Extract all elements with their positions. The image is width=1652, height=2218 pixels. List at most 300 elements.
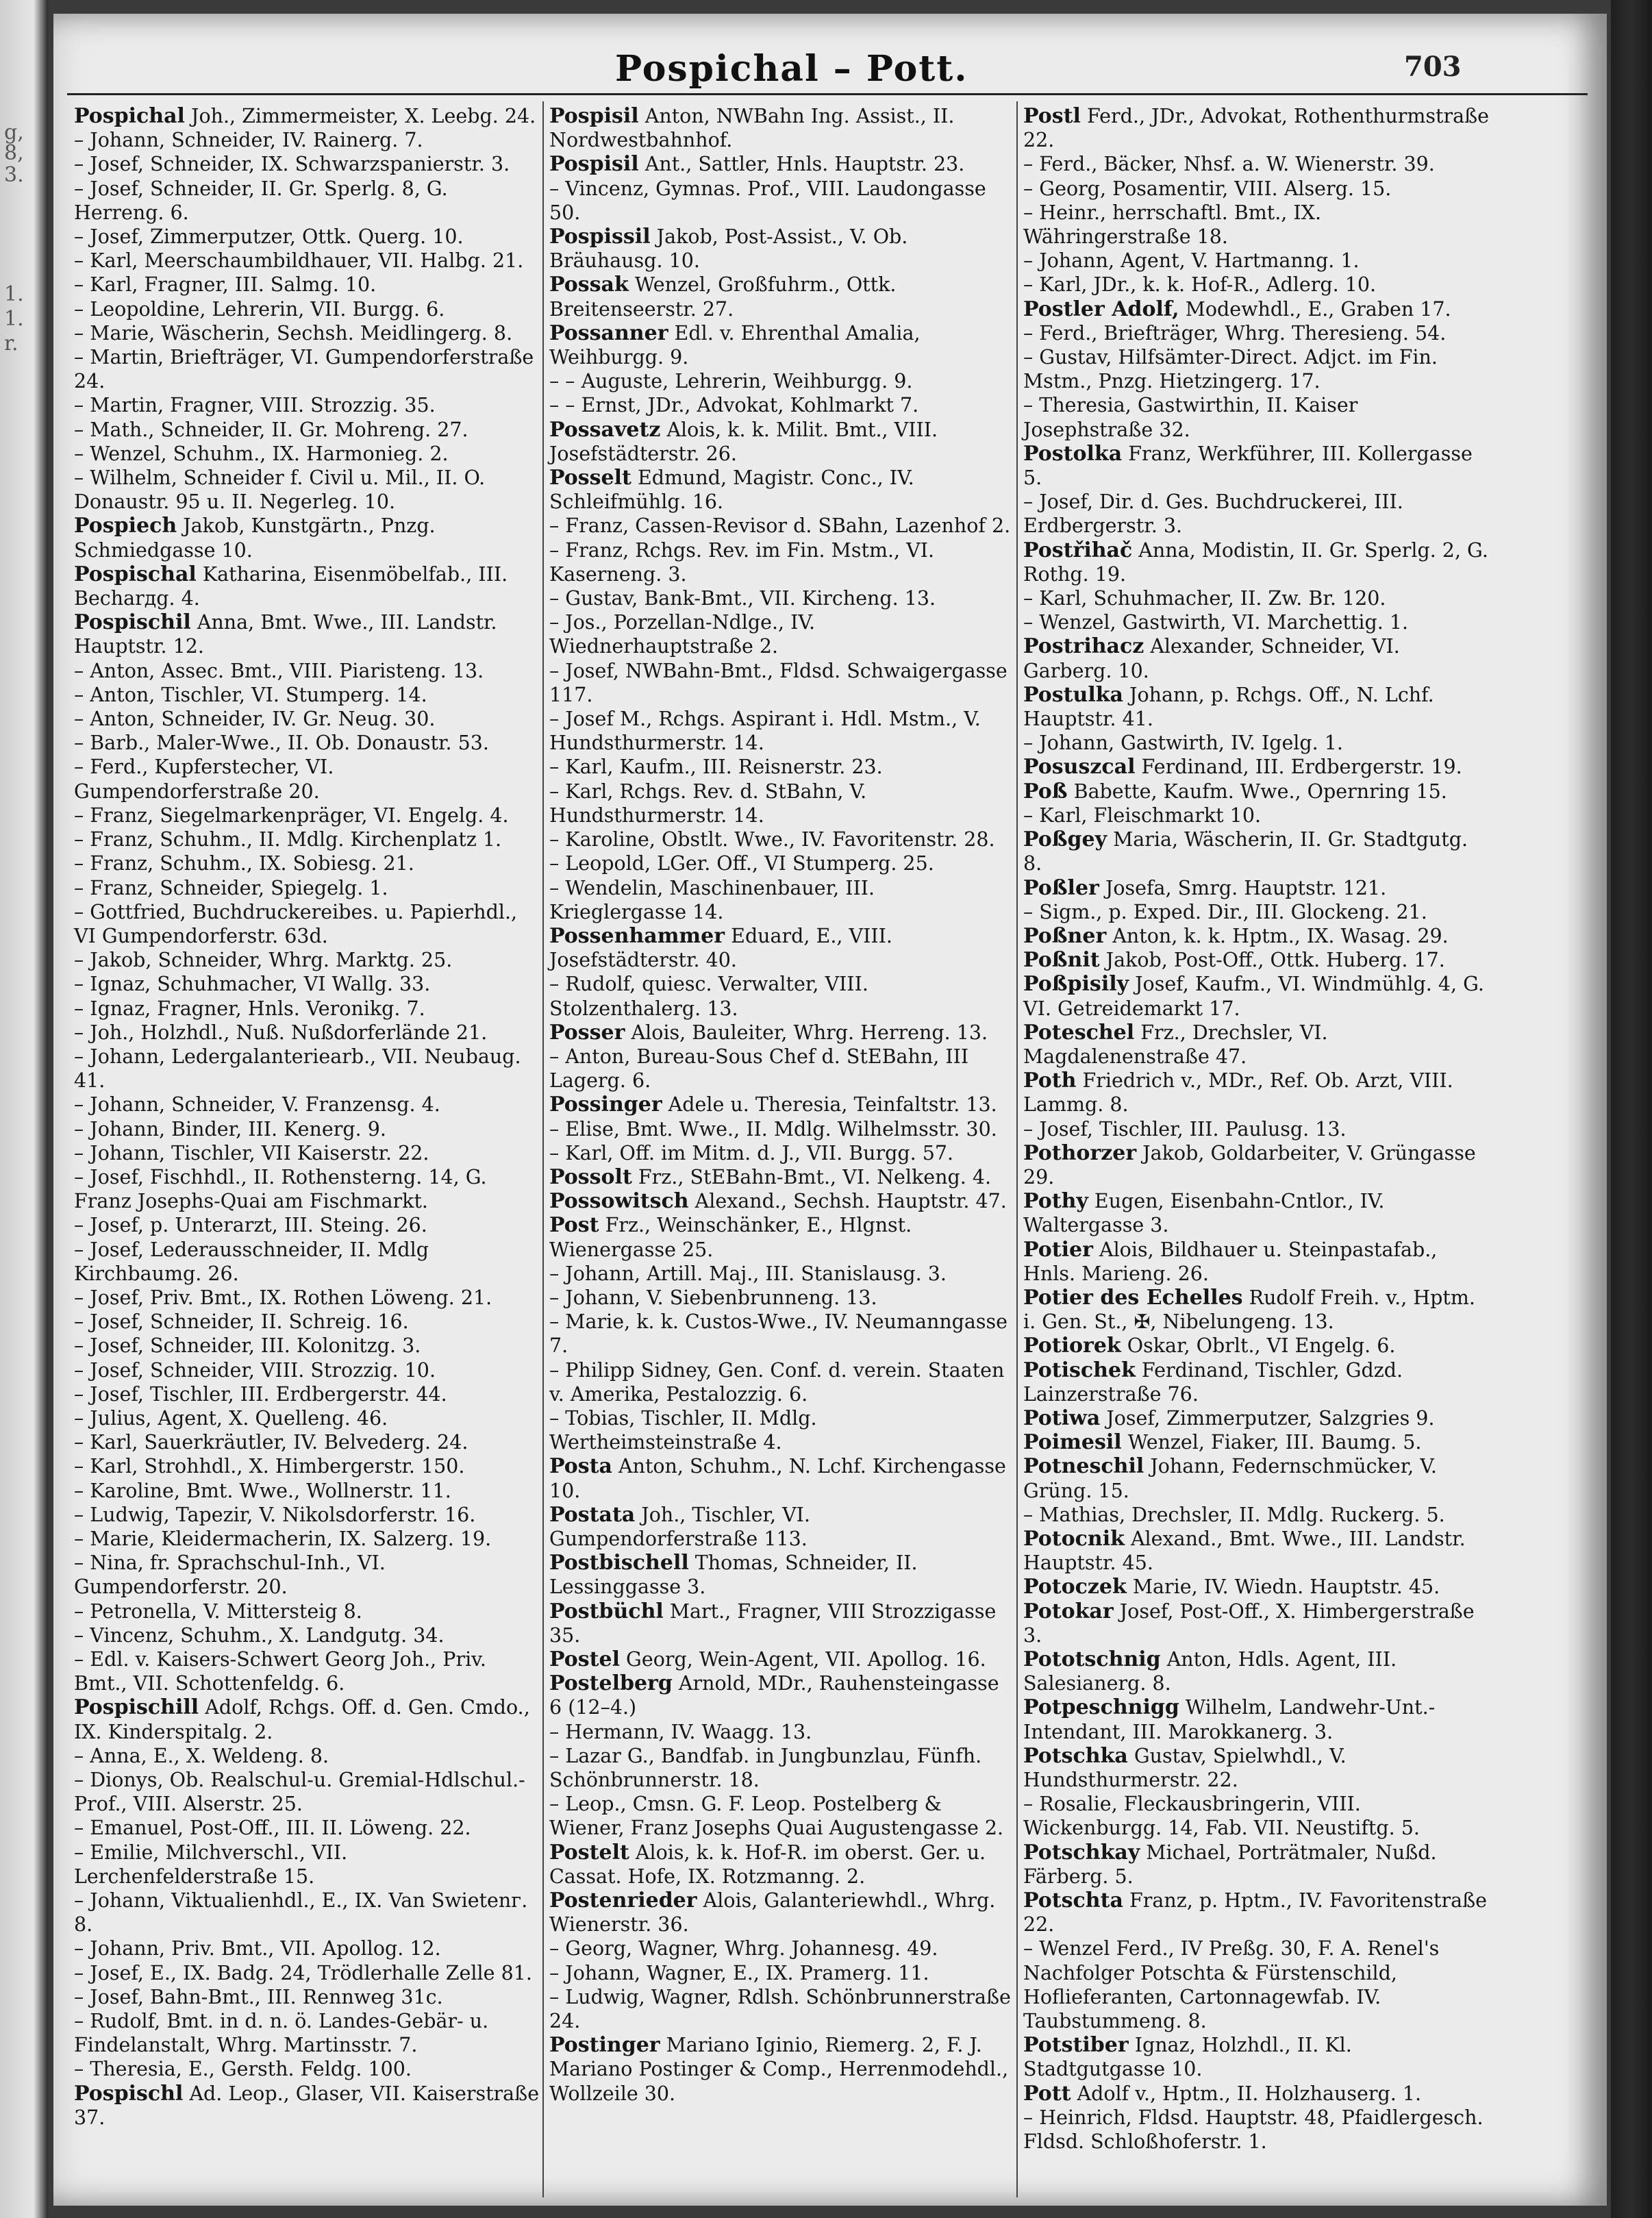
entry-details: Ignaz, Holzhdl., II. Kl. Stadtgutgasse 10. [1023, 2034, 1352, 2081]
entry-details: Georg, Wein-Agent, VII. Apollog. 16. [620, 1648, 986, 1671]
entry-details: – Rosalie, Fleckausbringerin, VIII. Wickenburgg. 14, Fab. VII. Neustiftg. 5. [1023, 1793, 1420, 1840]
entry-details: Rudolf Freih. v., Hptm. i. Gen. St., ✠, Nibelungeng. 13. [1023, 1286, 1475, 1334]
entry-surname: Posta [549, 1454, 612, 1479]
directory-entry [549, 514, 1015, 538]
directory-entry [74, 683, 540, 707]
directory-entry [549, 538, 1015, 586]
directory-entry [1023, 876, 1489, 900]
entry-details: – Anna, E., X. Weldeng. 8. [74, 1744, 329, 1767]
entry-details: Alois, k. k. Hof-R. im oberst. Ger. u. Cassat. Hofe, IX. Rotzmanng. 2. [549, 1841, 986, 1888]
directory-entry [1023, 177, 1489, 201]
entry-surname: Potpeschnigg [1023, 1695, 1179, 1720]
entry-details: – Josef, Schneider, III. Kolonitzg. 3. [74, 1334, 421, 1358]
entry-details: – Georg, Posamentir, VIII. Alserg. 15. [1023, 177, 1392, 200]
entry-details: – Franz, Cassen-Revisor d. SBahn, Lazenhof 2. [549, 514, 1011, 538]
entry-details: – Lazar G., Bandfab. in Jungbunzlau, Fünfh. Schönbrunnerstr. 18. [549, 1744, 982, 1792]
directory-entry [74, 393, 540, 417]
directory-entry [549, 1117, 1015, 1141]
entry-details: – Johann, Artill. Maj., III. Stanislausg. 3. [549, 1262, 947, 1285]
entry-details: – Josef, Lederausschneider, II. Mdlg Kirchbaumg. 26. [74, 1238, 429, 1285]
entry-details: – Josef, p. Unterarzt, III. Steing. 26. [74, 1214, 427, 1237]
entry-details: – Franz, Schneider, Spiegelg. 1. [74, 876, 388, 899]
directory-entry [74, 1889, 540, 1936]
entry-details: Alois, Galanteriewhdl., Whrg. Wienerstr. 36. [549, 1889, 996, 1936]
entry-details: – Hermann, IV. Waagg. 13. [549, 1720, 812, 1743]
directory-entry [549, 393, 1015, 417]
entry-details: Jakob, Post-Assist., V. Ob. Bräuhausg. 10. [549, 225, 908, 273]
entry-surname: Pototschnig [1023, 1647, 1161, 1671]
directory-entry [1023, 1647, 1489, 1695]
directory-entry [1023, 538, 1489, 586]
directory-entry [549, 876, 1015, 924]
directory-entry [549, 1189, 1015, 1213]
entry-surname: Poimesil [1023, 1430, 1122, 1455]
directory-entry [74, 1454, 540, 1478]
entry-surname: Postolka [1023, 441, 1123, 466]
entry-details: – Anton, Schneider, IV. Gr. Neug. 30. [74, 708, 436, 731]
directory-entry [74, 1334, 540, 1358]
entry-details: – Josef, Tischler, III. Erdbergerstr. 44. [74, 1382, 447, 1406]
entry-details: – Rudolf, quiesc. Verwalter, VIII. Stolzenthalerg. 13. [549, 973, 868, 1020]
column-divider [1016, 101, 1018, 2197]
directory-entry [549, 755, 1015, 779]
entry-details: – Leopold, LGer. Off., VI Stumperg. 25. [549, 852, 934, 875]
entry-surname: Postinger [549, 2033, 660, 2058]
entry-details: – Franz, Siegelmarkenpräger, VI. Engelg. 4. [74, 803, 509, 827]
directory-entry [549, 1889, 1015, 1936]
directory-entry [549, 1310, 1015, 1358]
entry-surname: Potiwa [1023, 1406, 1101, 1430]
directory-entry [549, 1599, 1015, 1647]
directory-entry [74, 1647, 540, 1695]
directory-entry [549, 1021, 1015, 1045]
entry-details: – Georg, Wagner, Whrg. Johannesg. 49. [549, 1937, 938, 1960]
page-binding-edge [1611, 0, 1652, 2218]
directory-entry [74, 2082, 540, 2130]
entry-details: – Martin, Briefträger, VI. Gumpendorferstraße 24. [74, 346, 534, 393]
entry-details: Josef, Kaufm., VI. Windmühlg. 4, G. VI. Getreidemarkt 17. [1023, 973, 1484, 1020]
directory-entry [74, 1841, 540, 1889]
entry-surname: Potneschil [1023, 1454, 1144, 1479]
entry-surname: Poth [1023, 1069, 1077, 1093]
directory-entry [74, 321, 540, 345]
directory-entry [549, 780, 1015, 827]
entry-surname: Post [549, 1213, 599, 1238]
directory-entry [1023, 1286, 1489, 1334]
directory-entry [1023, 1069, 1489, 1117]
entry-details: Anton, NWBahn Ing. Assist., II. Nordwestbahnhof. [549, 105, 955, 152]
prev-page-fragment: 8, [4, 141, 24, 165]
entry-details: Franz, Werkführer, III. Kollergasse 5. [1023, 442, 1473, 490]
directory-entry [74, 1695, 540, 1743]
previous-page-edge [0, 0, 48, 2218]
entry-details: Frz., Drechsler, VI. Magdalenenstraße 47. [1023, 1021, 1328, 1068]
directory-entry [549, 851, 1015, 875]
directory-entry [1023, 948, 1489, 972]
directory-entry [74, 104, 540, 128]
entry-surname: Possanner [549, 321, 668, 345]
entry-details: – Theresia, Gastwirthin, II. Kaiser Josephstraße 32. [1023, 394, 1358, 441]
directory-entry [74, 1623, 540, 1647]
directory-entry [1023, 586, 1489, 610]
entry-details: – Wenzel Ferd., IV Preßg. 30, F. A. Renel's Nachfolger Potschta & Fürstenschild, Hoflieferanten, Cartonnagewfab. IV. Taubstummeng. 8. [1023, 1937, 1440, 2033]
directory-entry [74, 1117, 540, 1141]
entry-details: – Leopoldine, Lehrerin, VII. Burgg. 6. [74, 297, 445, 321]
entry-details: Anton, k. k. Hptm., IX. Wasag. 29. [1106, 924, 1449, 947]
directory-entry [74, 1093, 540, 1117]
entry-details: Johann, Federnschmücker, V. Grüng. 15. [1023, 1455, 1437, 1502]
entry-surname: Potocnik [1023, 1526, 1125, 1551]
directory-entry [549, 1671, 1015, 1719]
directory-entry [74, 273, 540, 297]
directory-entry [549, 707, 1015, 755]
directory-entry [74, 152, 540, 176]
directory-entry [549, 2033, 1015, 2106]
directory-entry [1023, 1189, 1489, 1237]
entry-surname: Possolt [549, 1164, 632, 1189]
entry-surname: Pospissil [549, 225, 651, 249]
entry-details: Gustav, Spielwhdl., V. Hundsthurmerstr. 22. [1023, 1744, 1347, 1792]
directory-entry [1023, 900, 1489, 924]
entry-surname: Postenrieder [549, 1889, 697, 1913]
entry-surname: Posselt [549, 466, 631, 490]
entry-details: Alois, k. k. Milit. Bmt., VIII. Josefstädterstr. 26. [549, 418, 938, 465]
directory-entry [74, 948, 540, 972]
entry-details: – Karl, Kaufm., III. Reisnerstr. 23. [549, 756, 883, 779]
directory-entry [1023, 1406, 1489, 1430]
directory-entry [1023, 1695, 1489, 1743]
directory-entry [1023, 1841, 1489, 1889]
directory-entry [74, 1744, 540, 1768]
directory-entry [1023, 1021, 1489, 1069]
directory-entry [1023, 1936, 1489, 2033]
entry-details: – Karl, Sauerkräutler, IV. Belvederg. 24. [74, 1431, 468, 1454]
directory-entry [549, 1985, 1015, 2033]
page-number: 703 [1404, 51, 1462, 83]
directory-entry [1023, 2106, 1489, 2154]
prev-page-fragment: 3. [4, 163, 24, 187]
entry-details: – Josef, Schneider, IX. Schwarzspanierstr. 3. [74, 153, 510, 176]
entry-surname: Potiorek [1023, 1334, 1121, 1358]
entry-surname: Postřihač [1023, 538, 1133, 562]
directory-entry [1023, 972, 1489, 1020]
entry-details: – Johann, Schneider, V. Franzensg. 4. [74, 1093, 440, 1117]
entry-details: Mariano Iginio, Riemerg. 2, F. J. Mariano Postinger & Comp., Herrenmodehdl., Wollzeile 30. [549, 2034, 1009, 2105]
entry-details: Thomas, Schneider, II. Lessinggasse 3. [549, 1552, 918, 1599]
directory-entry [549, 1093, 1015, 1117]
directory-entry [74, 1503, 540, 1527]
entry-details: Adolf, Rchgs. Off. d. Gen. Cmdo., IX. Kinderspitalg. 2. [74, 1696, 530, 1743]
directory-entry [549, 321, 1015, 369]
entry-details: – Johann, Viktualienhdl., E., IX. Van Swietenг. 8. [74, 1889, 528, 1936]
entry-details: – Gottfried, Buchdruckereibes. u. Papierhdl., VI Gumpendorferstr. 63d. [74, 900, 518, 947]
entry-details: – Karl, Schuhmacher, II. Zw. Br. 120. [1023, 587, 1386, 610]
entry-surname: Poteschel [1023, 1020, 1135, 1045]
entry-details: – Ferd., Kupferstecher, VI. Gumpendorferstraße 20. [74, 756, 334, 803]
directory-entry [549, 177, 1015, 225]
entry-surname: Poßner [1023, 923, 1107, 948]
entry-details: – Mathias, Drechsler, II. Mdlg. Ruckerg. 5. [1023, 1503, 1445, 1526]
directory-entry [74, 1286, 540, 1310]
entry-surname: Poßpisily [1023, 972, 1129, 997]
entry-details: – Dionys, Ob. Realschul-u. Gremial-Hdlschul.-Prof., VIII. Alserstr. 25. [74, 1769, 525, 1816]
entry-details: Alexand., Sechsh. Hauptstr. 47. [688, 1190, 1007, 1213]
directory-entry [1023, 924, 1489, 948]
directory-entry [1023, 442, 1489, 490]
directory-entry [74, 1430, 540, 1454]
entry-details: Eugen, Eisenbahn-Cntlor., IV. Waltergasse 3. [1023, 1190, 1385, 1237]
entry-details: Ferdinand, III. Erdbergerstr. 19. [1135, 756, 1462, 779]
entry-details: – Gustav, Bank-Bmt., VII. Kircheng. 13. [549, 587, 936, 610]
directory-entry [74, 442, 540, 466]
directory-entry [1023, 731, 1489, 755]
entry-surname: Possinger [549, 1093, 662, 1117]
directory-entry [74, 514, 540, 562]
entry-details: Joh., Zimmermeister, X. Leebg. 24. [184, 105, 536, 127]
entry-surname: Postelt [549, 1840, 629, 1865]
directory-entry [74, 345, 540, 393]
entry-details: – Wenzel, Schuhm., IX. Harmonieg. 2. [74, 442, 449, 465]
entry-details: – Joh., Holzhdl., Nuß. Nußdorferlände 21. [74, 1021, 488, 1044]
directory-entry [74, 1406, 540, 1430]
directory-entry [74, 1936, 540, 1960]
directory-entry [74, 1021, 540, 1045]
entry-details: Anton, Schuhm., N. Lchf. Kirchengasse 10. [549, 1455, 1006, 1502]
directory-entry [1023, 201, 1489, 249]
entry-details: – Josef, E., IX. Badg. 24, Trödlerhalle Zelle 81. [74, 1961, 532, 1984]
directory-column-3 [1023, 104, 1489, 2154]
entry-details: – Ignaz, Schuhmacher, VI Wallg. 33. [74, 973, 431, 996]
entry-details: – Anton, Bureau-Sous Chef d. StEBahn, III Lagerg. 6. [549, 1045, 969, 1093]
directory-entry [549, 1045, 1015, 1093]
directory-entry [74, 1141, 540, 1165]
entry-details: – Vincenz, Gymnas. Prof., VIII. Laudongasse 50. [549, 177, 986, 224]
page-header [53, 38, 1607, 93]
directory-entry [74, 1238, 540, 1286]
directory-entry [549, 418, 1015, 466]
entry-surname: Pospichal [74, 104, 185, 128]
directory-entry [1023, 1117, 1489, 1141]
directory-entry [1023, 683, 1489, 731]
directory-entry [74, 1816, 540, 1840]
directory-entry [1023, 1238, 1489, 1286]
directory-entry [74, 2009, 540, 2057]
directory-entry [74, 731, 540, 755]
directory-entry [549, 586, 1015, 610]
directory-entry [74, 755, 540, 803]
entry-details: – Emanuel, Post-Off., III. II. Löweng. 22. [74, 1817, 471, 1840]
entry-surname: Postrihacz [1023, 634, 1144, 659]
page-title: Pospichal – Pott. [615, 48, 968, 90]
entry-details: – Josef, Priv. Bmt., IX. Rothen Löweng. 21. [74, 1286, 492, 1309]
entry-surname: Postl [1023, 104, 1081, 128]
entry-details: – Johann, Priv. Bmt., VII. Apollog. 12. [74, 1937, 441, 1960]
directory-entry [549, 972, 1015, 1020]
directory-entry [74, 249, 540, 273]
directory-entry [549, 659, 1015, 707]
directory-entry [549, 1792, 1015, 1840]
entry-details: – Tobias, Tischler, II. Mdlg. Wertheimsteinstraße 4. [549, 1406, 817, 1454]
entry-details: Adolf v., Hptm., II. Holzhauserg. 1. [1071, 2082, 1422, 2105]
entry-details: – Julius, Agent, X. Quelleng. 46. [74, 1406, 388, 1430]
prev-page-fragment: g, [4, 121, 24, 145]
directory-entry [1023, 1454, 1489, 1502]
directory-entry [1023, 249, 1489, 273]
directory-entry [549, 1936, 1015, 1960]
entry-surname: Postelberg [549, 1671, 673, 1696]
entry-details: – Rudolf, Bmt. in d. n. ö. Landes-Gebär- u. Findelanstalt, Whrg. Martinsstr. 7. [74, 2010, 489, 2057]
entry-surname: Poßnit [1023, 948, 1100, 973]
directory-entry [549, 1213, 1015, 1261]
entry-surname: Postel [549, 1647, 620, 1671]
entry-details: – Josef, Schneider, VIII. Strozzig. 10. [74, 1358, 436, 1382]
entry-details: Ferdinand, Tischler, Gdzd. Lainzerstraße 76. [1023, 1358, 1403, 1406]
entry-details: Josef, Post-Off., X. Himbergerstraße 3. [1023, 1599, 1475, 1647]
entry-details: – Ferd., Briefträger, Whrg. Theresieng. 54. [1023, 321, 1447, 345]
directory-entry [549, 225, 1015, 273]
entry-details: – Franz, Schuhm., II. Mdlg. Kirchenplatz 1. [74, 828, 502, 851]
entry-details: – Theresia, E., Gersth. Feldg. 100. [74, 2058, 412, 2081]
entry-surname: Pospisil [549, 152, 639, 177]
entry-details: Anna, Bmt. Wwe., III. Landstr. Hauptstr. 12. [74, 611, 497, 658]
entry-details: Frz., Weinschänker, E., Hlgnst. Wienergasse 25. [549, 1214, 912, 1261]
entry-surname: Pospischil [74, 610, 191, 635]
entry-details: Joh., Tischler, VI. Gumpendorferstraße 113. [549, 1503, 810, 1550]
directory-entry [1023, 393, 1489, 441]
directory-entry [74, 707, 540, 731]
entry-surname: Postata [549, 1502, 636, 1527]
directory-entry [1023, 2082, 1489, 2106]
entry-details: – Jos., Porzellan-Ndlge., IV. Wiednerhauptstraße 2. [549, 611, 816, 658]
entry-details: Oskar, Obrlt., VI Engelg. 6. [1121, 1334, 1396, 1358]
entry-details: – – Auguste, Lehrerin, Weihburgg. 9. [549, 370, 913, 393]
entry-details: – Josef, Dir. d. Ges. Buchdruckerei, III. Erdbergerstr. 3. [1023, 490, 1403, 538]
entry-details: Frz., StEBahn-Bmt., VI. Nelkeng. 4. [631, 1165, 992, 1188]
directory-entry [1023, 803, 1489, 827]
directory-entry [549, 369, 1015, 393]
directory-entry [1023, 1575, 1489, 1599]
directory-entry [1023, 1599, 1489, 1647]
directory-entry [1023, 1430, 1489, 1454]
entry-surname: Potier [1023, 1237, 1093, 1262]
entry-details: Edl. v. Ehrenthal Amalia, Weihburgg. 9. [549, 321, 921, 369]
entry-details: – Emilie, Milchverschl., VII. Lerchenfelderstraße 15. [74, 1841, 348, 1888]
entry-details: – Heinrich, Fldsd. Hauptstr. 48, Pfaidlergesch. Fldsd. Schloßhoferstr. 1. [1023, 2106, 1484, 2154]
entry-details: – Ferd., Bäcker, Nhsf. a. W. Wienerstr. 39. [1023, 153, 1435, 176]
directory-entry [549, 1454, 1015, 1502]
entry-details: – Anton, Tischler, VI. Stumperg. 14. [74, 683, 427, 706]
directory-entry [74, 1599, 540, 1623]
directory-entry [1023, 273, 1489, 297]
directory-entry [549, 1286, 1015, 1310]
directory-entry [549, 1358, 1015, 1406]
directory-entry [549, 1720, 1015, 1744]
directory-entry [74, 1985, 540, 2009]
directory-entry [74, 876, 540, 900]
entry-details: – Sigm., p. Exped. Dir., III. Glockeng. 21. [1023, 900, 1427, 923]
directory-entry [1023, 104, 1489, 152]
entry-details: – Petronella, V. Mittersteig 8. [74, 1599, 362, 1623]
directory-column-2 [549, 104, 1015, 2106]
entry-details: Marie, IV. Wiedn. Hauptstr. 45. [1126, 1575, 1440, 1599]
entry-details: – Karl, Meerschaumbildhauer, VII. Halbg. 21. [74, 249, 524, 273]
directory-entry [74, 225, 540, 249]
entry-details: – Franz, Rchgs. Rev. im Fin. Mstm., VI. Kaserneng. 3. [549, 538, 935, 586]
entry-details: Modewhdl., E., Graben 17. [1179, 297, 1451, 321]
directory-entry [74, 659, 540, 683]
entry-details: Michael, Porträtmaler, Nußd. Färberg. 5. [1023, 1841, 1437, 1888]
entry-details: Anna, Modistin, II. Gr. Sperlg. 2, G. Rothg. 19. [1023, 538, 1488, 586]
entry-surname: Pothorzer [1023, 1141, 1137, 1165]
entry-surname: Poßgey [1023, 827, 1107, 852]
entry-details: – Elise, Bmt. Wwe., II. Mdlg. Wilhelmsstr. 30. [549, 1117, 997, 1141]
header-rule [67, 93, 1588, 95]
directory-entry [1023, 297, 1489, 321]
directory-entry [74, 1551, 540, 1599]
directory-entry [74, 997, 540, 1021]
directory-entry [1023, 345, 1489, 393]
entry-details: – Johann, Schneider, IV. Rainerg. 7. [74, 129, 423, 152]
directory-entry [549, 1165, 1015, 1189]
column-divider [542, 101, 544, 2197]
entry-surname: Pott [1023, 2081, 1071, 2106]
entry-surname: Potischek [1023, 1358, 1136, 1382]
directory-page [53, 14, 1607, 2206]
entry-surname: Poßler [1023, 875, 1099, 900]
entry-details: Johann, p. Rchgs. Off., N. Lchf. Hauptstr. 41. [1023, 683, 1434, 731]
entry-surname: Postler Adolf, [1023, 297, 1179, 321]
entry-details: Jakob, Post-Off., Ottk. Huberg. 17. [1099, 949, 1445, 972]
entry-surname: Potstiber [1023, 2033, 1129, 2058]
entry-details: – Leop., Cmsn. G. F. Leop. Postelberg & Wiener, Franz Josephs Quai Augustengasse 2. [549, 1793, 1004, 1840]
entry-details: – Jakob, Schneider, Whrg. Marktg. 25. [74, 949, 453, 972]
prev-page-fragment: r. [4, 332, 18, 356]
directory-entry [549, 104, 1015, 152]
entry-details: Edmund, Magistr. Conc., IV. Schleifmühlg. 16. [549, 466, 914, 514]
directory-entry [1023, 152, 1489, 176]
directory-entry [549, 466, 1015, 514]
directory-entry [549, 273, 1015, 321]
prev-page-fragment: 1. [4, 307, 24, 331]
entry-details: – Marie, Kleidermacherin, IX. Salzerg. 19. [74, 1527, 492, 1550]
entry-details: – Josef, Bahn-Bmt., III. Rennweg 31c. [74, 1985, 443, 2008]
entry-surname: Potier des Echelles [1023, 1285, 1243, 1310]
entry-details: Alexander, Schneider, VI. Garberg. 10. [1023, 635, 1400, 682]
entry-details: Wenzel, Großfuhrm., Ottk. Breitenseerstr. 27. [549, 273, 897, 321]
entry-details: Friedrich v., MDr., Ref. Ob. Arzt, VIII. Lammg. 8. [1023, 1069, 1453, 1117]
entry-details: – Johann, Gastwirth, IV. Igelg. 1. [1023, 732, 1343, 755]
directory-entry [549, 1141, 1015, 1165]
directory-entry [1023, 780, 1489, 803]
entry-details: – Heinr., herrschaftl. Bmt., IX. Währingerstraße 18. [1023, 201, 1322, 249]
directory-entry [74, 1358, 540, 1382]
entry-details: – Franz, Schuhm., IX. Sobiesg. 21. [74, 852, 414, 875]
entry-details: Katharina, Eisenmöbelfab., III. Becharдg. 4. [74, 562, 508, 610]
directory-entry [74, 1213, 540, 1237]
directory-entry [74, 972, 540, 996]
entry-details: – Karl, Fleischmarkt 10. [1023, 803, 1262, 827]
directory-entry [74, 1961, 540, 1985]
directory-entry [1023, 1358, 1489, 1406]
directory-entry [74, 562, 540, 610]
entry-details: – Wendelin, Maschinenbauer, III. Krieglergasse 14. [549, 876, 875, 923]
directory-entry [1023, 827, 1489, 875]
directory-entry [1023, 490, 1489, 538]
entry-surname: Potschkay [1023, 1840, 1140, 1865]
directory-entry [549, 1406, 1015, 1454]
entry-details: – Josef, Zimmerputzer, Ottk. Querg. 10. [74, 225, 464, 249]
entry-details: – Karoline, Bmt. Wwe., Wollnerstr. 11. [74, 1479, 451, 1502]
